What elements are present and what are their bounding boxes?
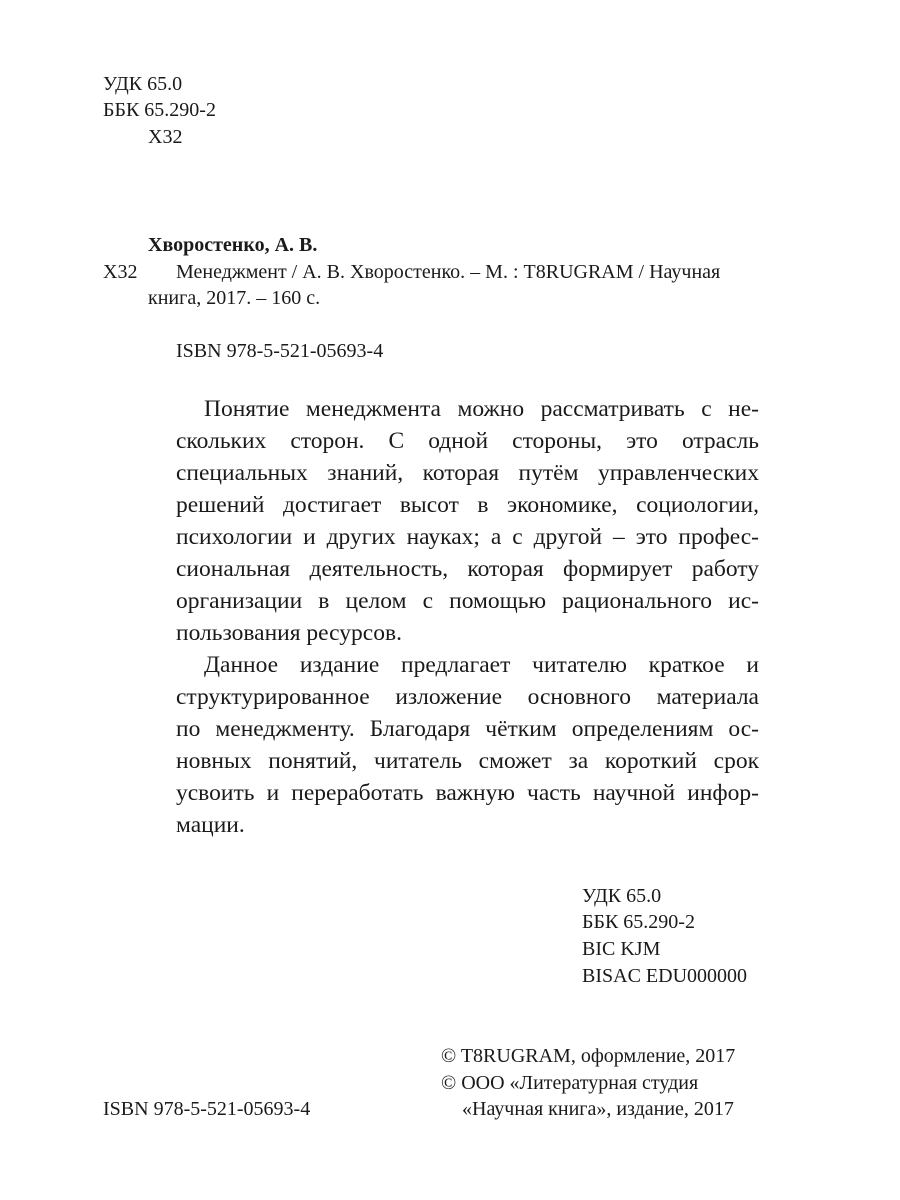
abstract-p2-line-5: усвоить и переработать важную часть научной инфор- bbox=[176, 780, 759, 806]
bottom-bbk-code: ББК 65.290-2 bbox=[582, 911, 695, 933]
bibliographic-mark: Х32 bbox=[103, 261, 138, 283]
abstract-p1-line-6: сиональная деятельность, которая формирует работу bbox=[176, 556, 759, 582]
copyright-line-1: © T8RUGRAM, оформление, 2017 bbox=[441, 1045, 736, 1067]
copyright-line-2: © ООО «Литературная студия bbox=[441, 1072, 699, 1094]
bibliographic-isbn: ISBN 978-5-521-05693-4 bbox=[176, 340, 384, 362]
abstract-paragraph-2 bbox=[148, 649, 759, 841]
footer-isbn: ISBN 978-5-521-05693-4 bbox=[103, 1098, 311, 1120]
abstract-paragraph-1 bbox=[148, 393, 759, 649]
bottom-bisac-code: BISAC EDU000000 bbox=[582, 965, 748, 987]
abstract-p1-line-7: организации в целом с помощью рационального ис- bbox=[176, 588, 759, 614]
abstract-p2-line-2: структурированное изложение основного материала bbox=[176, 684, 759, 710]
abstract-p2-line-3: по менеджменту. Благодаря чётким определениям ос- bbox=[176, 716, 759, 742]
abstract-p1-line-3: специальных знаний, которая путём управленческих bbox=[176, 460, 759, 486]
bibliographic-author: Хворостенко, А. В. bbox=[148, 234, 318, 256]
abstract-p2-line-1: Данное издание предлагает читателю краткое и bbox=[204, 652, 759, 678]
bottom-bic-code: BIC KJM bbox=[582, 938, 661, 960]
abstract-p2-line-4: новных понятий, читатель сможет за короткий срок bbox=[176, 748, 759, 774]
bottom-udk-code: УДК 65.0 bbox=[582, 885, 662, 907]
copyright-line-3: «Научная книга», издание, 2017 bbox=[462, 1098, 734, 1120]
abstract-p1-line-5: психологии и других науках; а с другой – это профес- bbox=[176, 524, 759, 550]
abstract-p1-line-1: Понятие менеджмента можно рассматривать с не- bbox=[204, 396, 759, 422]
abstract-p1-line-8: пользования ресурсов. bbox=[176, 620, 402, 646]
abstract-p1-line-4: решений достигает высот в экономике, социологии, bbox=[176, 492, 759, 518]
top-udk-code: УДК 65.0 bbox=[103, 73, 183, 95]
abstract bbox=[148, 393, 759, 841]
abstract-p1-line-2: скольких сторон. С одной стороны, это отрасль bbox=[176, 428, 759, 454]
top-author-mark: Х32 bbox=[148, 126, 183, 148]
bibliographic-title-line-2: книга, 2017. – 160 с. bbox=[148, 287, 321, 309]
abstract-p2-line-6: мации. bbox=[176, 812, 245, 838]
bibliographic-title-line-1: Менеджмент / А. В. Хворостенко. – М. : T8RUGRAM / Научная bbox=[176, 261, 721, 283]
top-bbk-code: ББК 65.290-2 bbox=[103, 99, 216, 121]
